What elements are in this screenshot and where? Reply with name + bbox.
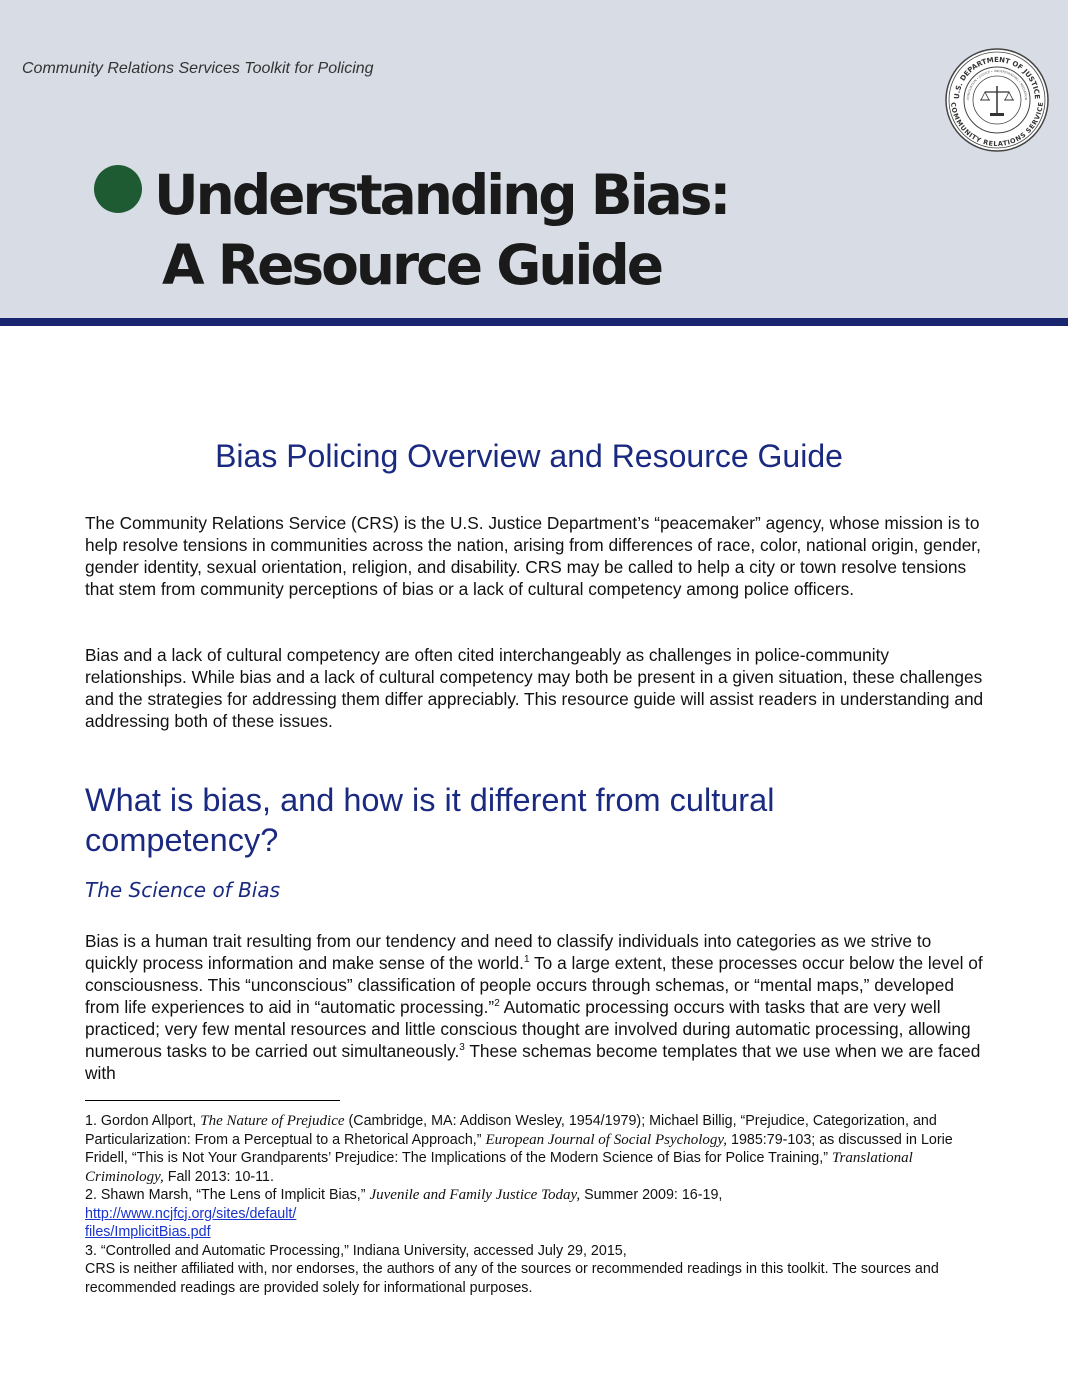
bias-science-paragraph (85, 930, 985, 1084)
body-sentence-2: To a large extent, these processes occur below the level of consciousness. This “unconscious” classification of people occurs through schemas, or “mental maps,” developed from life experiences to aid in “automatic processing.” (85, 953, 983, 1017)
title-line-2: A Resource Guide (162, 233, 662, 297)
svg-text:COMMUNITY RELATIONS SERVICE: COMMUNITY RELATIONS SERVICE (949, 101, 1045, 149)
disclaimer: CRS is neither affiliated with, nor endorses, the authors of any of the sources or recommended readings in this toolkit. The sources and recommended readings are provided solely for informational purposes. (85, 1261, 939, 1296)
footnote-3: 3. “Controlled and Automatic Processing,” Indiana University, accessed July 29, 2015, (85, 1242, 627, 1259)
fn2-journal-title: Juvenile and Family Justice Today, (369, 1187, 581, 1203)
title-line-1: Understanding Bias: (154, 163, 729, 227)
doj-seal-icon (945, 48, 1049, 152)
document-title: Bias Policing Overview and Resource Guide (215, 438, 843, 474)
intro-paragraph-2: Bias and a lack of cultural competency are often cited interchangeably as challenges in police-community relationships. While bias and a lack of cultural competency may both be present in a given situation, these challenges and the strategies for addressing them differ appreciably. This resource guide will assist readers in understanding and addressing both of these issues. (85, 645, 984, 731)
svg-text:U.S. DEPARTMENT OF JUSTICE: U.S. DEPARTMENT OF JUSTICE (952, 55, 1042, 100)
section-heading: What is bias, and how is it different from cultural competency? (85, 782, 775, 858)
intro-paragraph-1: The Community Relations Service (CRS) is the U.S. Justice Department’s “peacemaker” agency, whose mission is to help resolve tensions in communities across the nation, arising from differences of race, color, national origin, gender, gender identity, sexual orientation, religion, and disability. CRS may be called to help a city or town resolve tensions that stem from community perceptions of bias or a lack of cultural competency among police officers. (85, 513, 981, 599)
body-sentence-4: These schemas become templates that we use when we are faced with (85, 1041, 981, 1083)
fn1-journal-title: European Journal of Social Psychology, (485, 1131, 728, 1148)
footnote-ref-3: 3 (459, 1042, 465, 1054)
footnote-ref-1: 1 (523, 954, 530, 966)
title-bullet-icon (94, 165, 142, 213)
svg-text:CONCILIATION • JUSTICE • UNDER: CONCILIATION • JUSTICE • UNDERSTANDING • MEDIATION (965, 68, 1029, 100)
fn2-text-a: 2. Shawn Marsh, “The Lens of Implicit Bias,” (85, 1187, 370, 1203)
fn1-book-title: The Nature of Prejudice (200, 1113, 345, 1129)
footnotes (85, 1112, 965, 1297)
header-divider (0, 318, 1068, 326)
fn1-text-e: 1985:79-103; as discussed in Lorie Fridell, “This is Not Your Grandparents’ Prejudice: The Implications of the Modern Science of Bias for Police Training,” (85, 1131, 953, 1166)
fn1-text-a: 1. Gordon Allport, (85, 1113, 201, 1129)
footnote-ref-2: 2 (494, 998, 500, 1010)
footnote-1 (85, 1112, 965, 1186)
fn1-text-g: Fall 2013: 10-11. (163, 1168, 274, 1185)
fn2-text-c: Summer 2009: 16-19, (580, 1187, 723, 1203)
footnote-divider (85, 1100, 340, 1101)
footnote-2 (85, 1186, 965, 1242)
fn1-journal-title-2: Translational Criminology, (85, 1150, 913, 1185)
implicit-bias-link-part-2[interactable]: files/ImplicitBias.pdf (85, 1224, 211, 1240)
section-subheading: The Science of Bias (85, 878, 281, 902)
body-sentence-1: Bias is a human trait resulting from our tendency and need to classify individuals into categories as we strive to quickly process information and make sense of the world. (85, 931, 932, 973)
fn1-text-c: (Cambridge, MA: Addison Wesley, 1954/1979); Michael Billig, “Prejudice, Categorization, and Particularization: From a Perceptual to a Rhetorical Approach,” (85, 1113, 937, 1148)
toolkit-label: Community Relations Services Toolkit for Policing (22, 60, 374, 77)
implicit-bias-link-part-1[interactable]: http://www.ncjfcj.org/sites/default/ (85, 1205, 297, 1222)
body-sentence-3: Automatic processing occurs with tasks that are very well practiced; very few mental resources and little conscious thought are involved during automatic processing, allowing numerous tasks to be carried out simultaneously. (85, 997, 971, 1061)
page-title (154, 160, 728, 300)
